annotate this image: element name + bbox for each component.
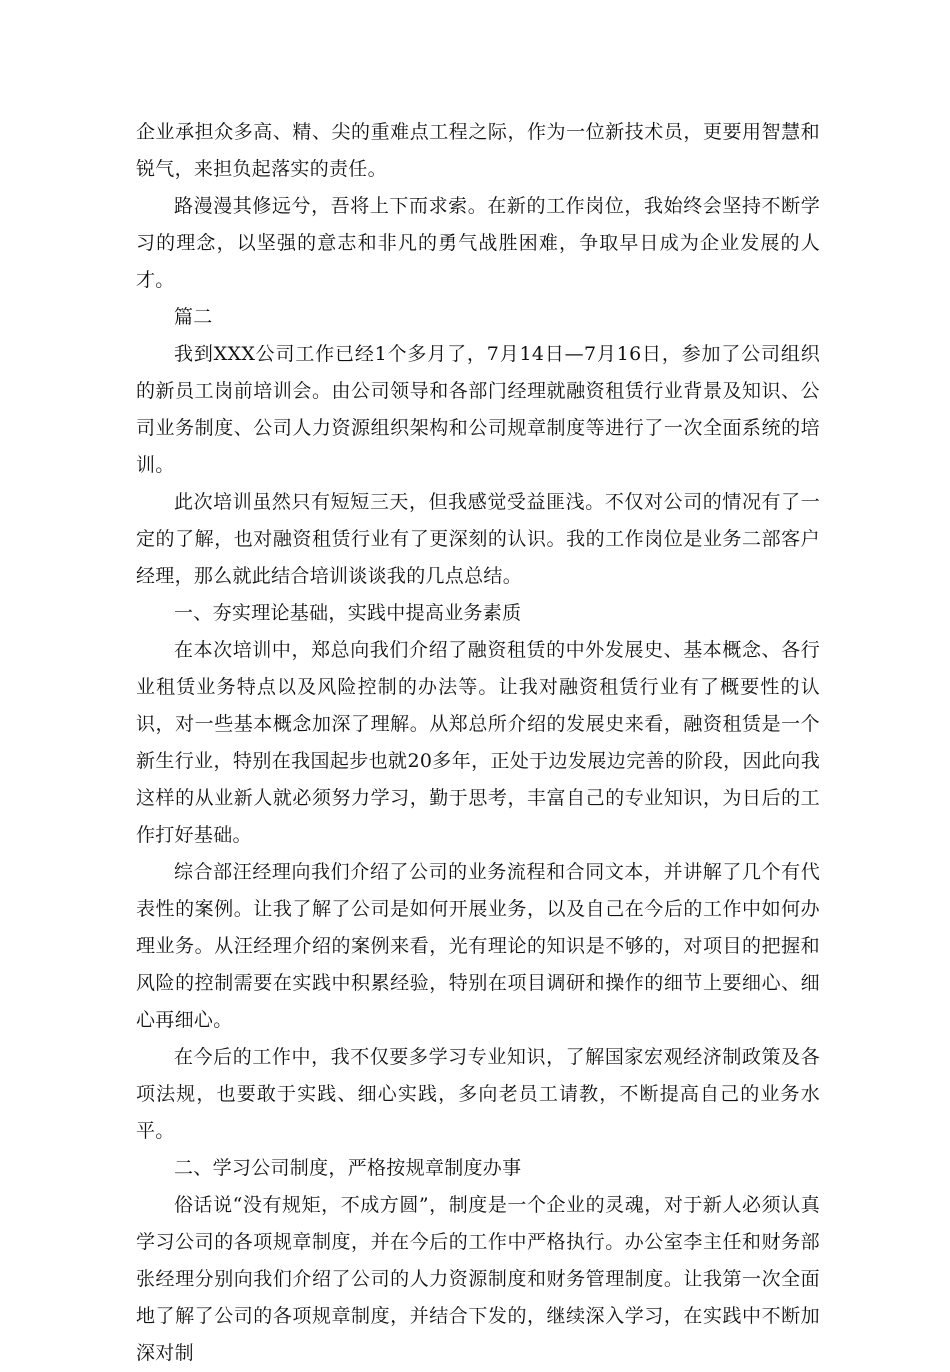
document-page [136, 114, 820, 1372]
paragraph-3: 我到XXX公司工作已经1个多月了，7月14日—7月16日，参加了公司组织的新员工岗前培训会。由公司领导和各部门经理就融资租赁行业背景及知识、公司业务制度、公司人力资源组织架构和公司规章制度等进行了一次全面系统的培训。 [136, 343, 820, 476]
paragraph-2: 路漫漫其修远兮，吾将上下而求索。在新的工作岗位，我始终会坚持不断学习的理念，以坚强的意志和非凡的勇气战胜困难，争取早日成为企业发展的人才。 [136, 195, 820, 291]
paragraph-7: 在今后的工作中，我不仅要多学习专业知识，了解国家宏观经济制政策及各项法规，也要敢于实践、细心实践，多向老员工请教，不断提高自己的业务水平。 [136, 1046, 820, 1142]
paragraph-6: 综合部汪经理向我们介绍了公司的业务流程和合同文本，并讲解了几个有代表性的案例。让我了解了公司是如何开展业务，以及自己在今后的工作中如何办理业务。从汪经理介绍的案例来看，光有理论的知识是不够的，对项目的把握和风险的控制需要在实践中积累经验，特别在项目调研和操作的细节上要细心、细心再细心。 [136, 861, 820, 1031]
subheading-2: 二、学习公司制度，严格按规章制度办事 [174, 1157, 522, 1179]
paragraph-4: 此次培训虽然只有短短三天，但我感觉受益匪浅。不仅对公司的情况有了一定的了解，也对融资租赁行业有了更深刻的认识。我的工作岗位是业务二部客户经理，那么就此结合培训谈谈我的几点总结。 [136, 491, 820, 587]
paragraph-8: 俗话说“没有规矩，不成方圆”，制度是一个企业的灵魂，对于新人必须认真学习公司的各项规章制度，并在今后的工作中严格执行。办公室李主任和财务部张经理分别向我们介绍了公司的人力资源制度和财务管理制度。让我第一次全面地了解了公司的各项规章制度，并结合下发的，继续深入学习，在实践中不断加深对制 [136, 1194, 820, 1364]
subheading-1: 一、夯实理论基础，实践中提高业务素质 [174, 602, 522, 624]
paragraph-1: 企业承担众多高、精、尖的重难点工程之际，作为一位新技术员，更要用智慧和锐气，来担负起落实的责任。 [136, 121, 820, 180]
section-heading-part-two: 篇二 [174, 306, 213, 328]
paragraph-5: 在本次培训中，郑总向我们介绍了融资租赁的中外发展史、基本概念、各行业租赁业务特点以及风险控制的办法等。让我对融资租赁行业有了概要性的认识，对一些基本概念加深了理解。从郑总所介绍的发展史来看，融资租赁是一个新生行业，特别在我国起步也就20多年，正处于边发展边完善的阶段，因此向我这样的从业新人就必须努力学习，勤于思考，丰富自己的专业知识，为日后的工作打好基础。 [136, 639, 820, 846]
